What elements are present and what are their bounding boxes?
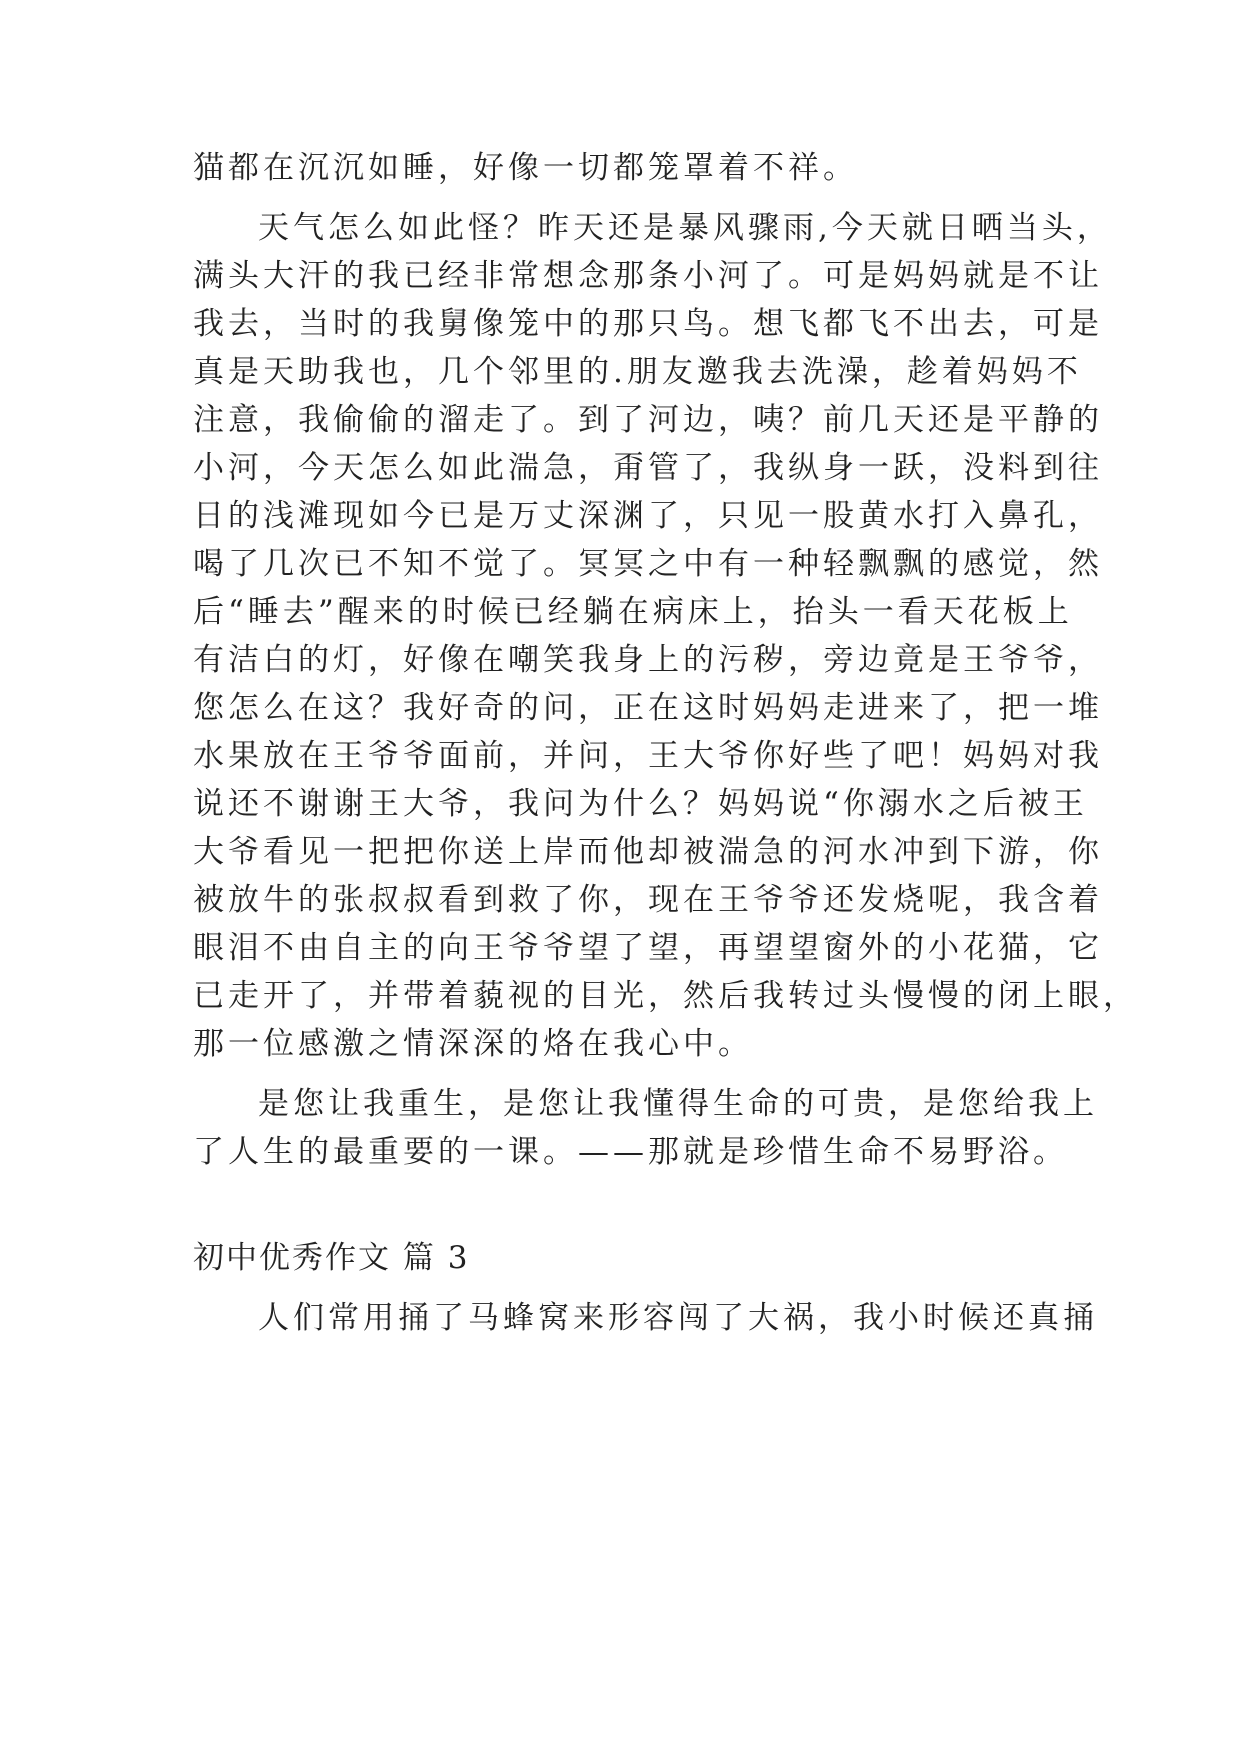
text-line: 被放牛的张叔叔看到救了你，现在王爷爷还发烧呢，我含着 bbox=[193, 882, 1103, 918]
text-line: 有洁白的灯，好像在嘲笑我身上的污秽，旁边竟是王爷爷， bbox=[193, 642, 1103, 678]
text-line: 后“睡去”醒来的时候已经躺在病床上，抬头一看天花板上 bbox=[193, 594, 1073, 630]
text-line: 了人生的最重要的一课。——那就是珍惜生命不易野浴。 bbox=[193, 1134, 1068, 1170]
text-line: 我去，当时的我舅像笼中的那只鸟。想飞都飞不出去，可是 bbox=[193, 306, 1103, 342]
paragraph-start-line: 人们常用捅了马蜂窝来形容闯了大祸，我小时候还真捅 bbox=[258, 1300, 1098, 1336]
text-line: 真是天助我也，几个邻里的.朋友邀我去洗澡，趁着妈妈不 bbox=[193, 354, 1082, 390]
text-line: 猫都在沉沉如睡，好像一切都笼罩着不祥。 bbox=[193, 150, 858, 186]
text-line: 那一位感激之情深深的烙在我心中。 bbox=[193, 1026, 753, 1062]
text-line: 小河，今天怎么如此湍急，甭管了，我纵身一跃，没料到往 bbox=[193, 450, 1103, 486]
text-line: 喝了几次已不知不觉了。冥冥之中有一种轻飘飘的感觉，然 bbox=[193, 546, 1103, 582]
text-line: 满头大汗的我已经非常想念那条小河了。可是妈妈就是不让 bbox=[193, 258, 1103, 294]
paragraph-start-line: 天气怎么如此怪？昨天还是暴风骤雨,今天就日晒当头， bbox=[258, 210, 1112, 246]
text-line: 注意，我偷偷的溜走了。到了河边，咦？前几天还是平静的 bbox=[193, 402, 1103, 438]
text-line: 大爷看见一把把你送上岸而他却被湍急的河水冲到下游，你 bbox=[193, 834, 1103, 870]
text-line: 水果放在王爷爷面前，并问，王大爷你好些了吧！妈妈对我 bbox=[193, 738, 1103, 774]
text-line: 已走开了，并带着藐视的目光，然后我转过头慢慢的闭上眼， bbox=[193, 978, 1138, 1014]
text-line: 日的浅滩现如今已是万丈深渊了，只见一股黄水打入鼻孔， bbox=[193, 498, 1103, 534]
section-heading: 初中优秀作文 篇 3 bbox=[193, 1240, 470, 1276]
text-line: 说还不谢谢王大爷，我问为什么？妈妈说“你溺水之后被王 bbox=[193, 786, 1088, 822]
paragraph-start-line: 是您让我重生，是您让我懂得生命的可贵，是您给我上 bbox=[258, 1086, 1098, 1122]
text-line: 您怎么在这？我好奇的问，正在这时妈妈走进来了，把一堆 bbox=[193, 690, 1103, 726]
text-line: 眼泪不由自主的向王爷爷望了望，再望望窗外的小花猫，它 bbox=[193, 930, 1103, 966]
